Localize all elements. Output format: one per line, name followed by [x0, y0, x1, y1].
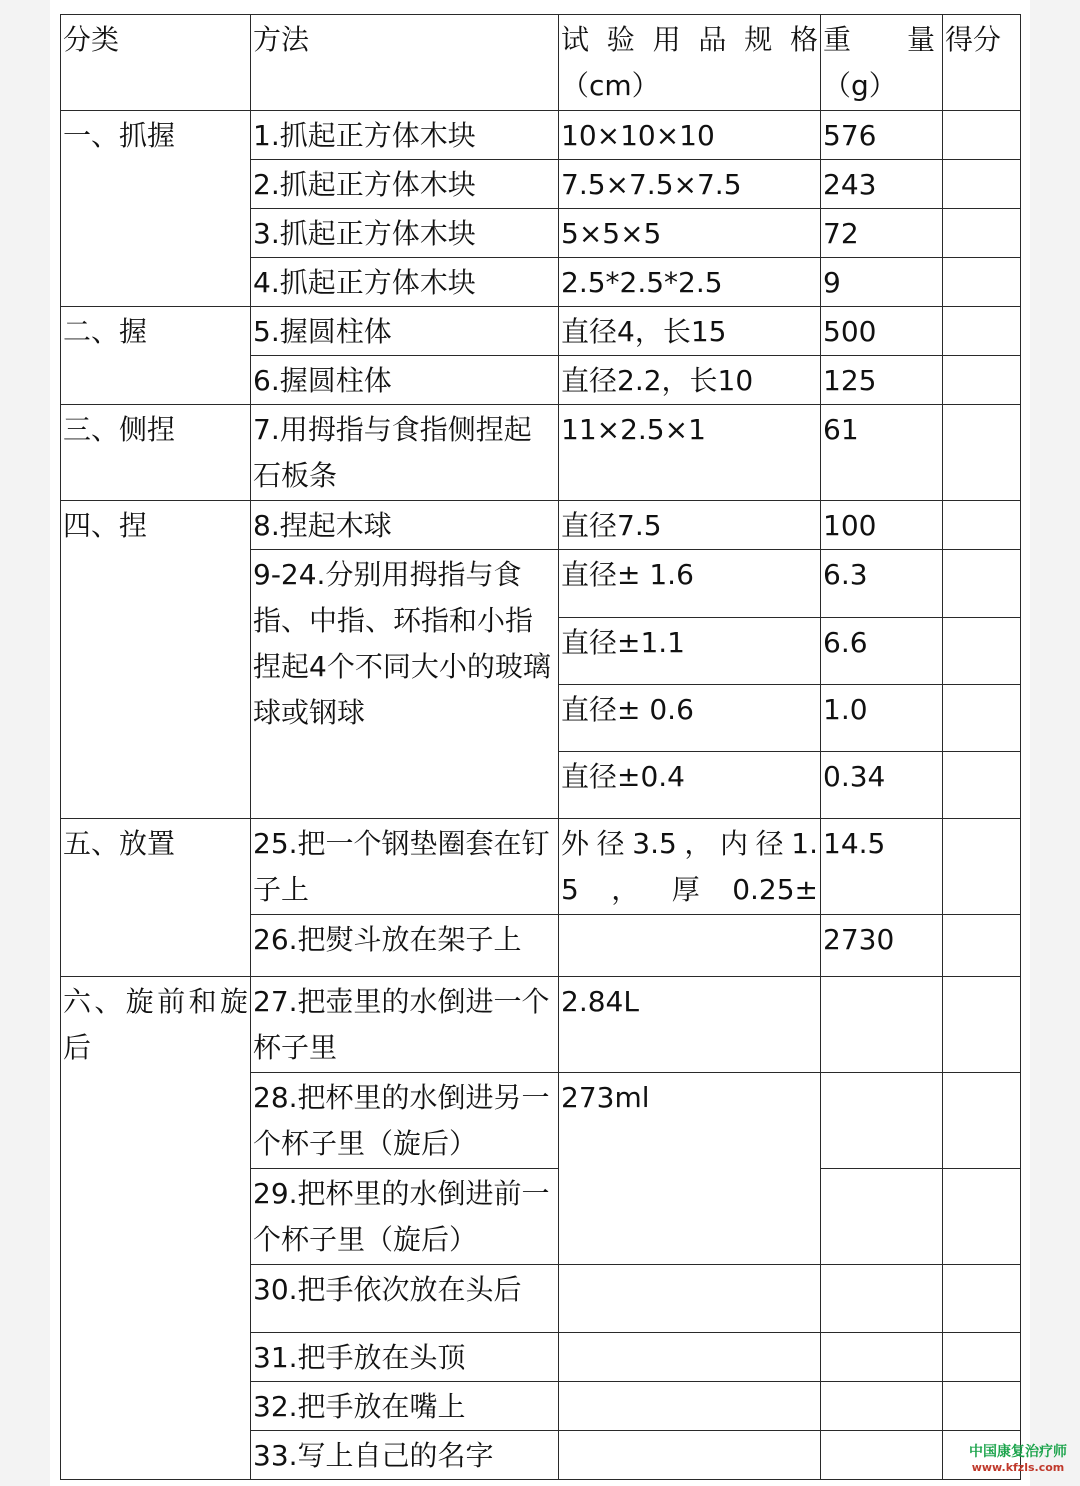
header-weight: [821, 15, 943, 111]
hand-function-test-table: [60, 14, 1021, 1480]
category-cell: 三、侧捏: [61, 405, 251, 501]
score-cell: [943, 356, 1021, 405]
spec-cell: 直径±0.4: [559, 752, 821, 819]
spec-cell: 直径± 1.6: [559, 550, 821, 618]
table-row: [61, 307, 1021, 356]
score-cell: [943, 915, 1021, 977]
method-cell: 26.把熨斗放在架子上: [251, 915, 559, 977]
header-category: 分类: [61, 15, 251, 111]
score-cell: [943, 550, 1021, 618]
spec-cell: 10×10×10: [559, 111, 821, 160]
header-spec-line2: （cm）: [561, 69, 660, 102]
score-cell: [943, 405, 1021, 501]
spec-cell: [559, 1431, 821, 1480]
weight-cell: [821, 1169, 943, 1265]
header-spec: [559, 15, 821, 111]
score-cell: [943, 1265, 1021, 1333]
header-score: 得分: [943, 15, 1021, 111]
weight-cell: [821, 1431, 943, 1480]
spec-cell: 273ml: [559, 1073, 821, 1265]
score-cell: [943, 1382, 1021, 1431]
spec-cell: [559, 1382, 821, 1431]
weight-cell: 72: [821, 209, 943, 258]
weight-cell: 14.5: [821, 819, 943, 915]
table-row: [61, 977, 1021, 1073]
watermark-site-name: 中国康复治疗师: [969, 1444, 1067, 1460]
weight-cell: [821, 977, 943, 1073]
method-cell: 9-24.分别用拇指与食指、中指、环指和小指捏起4个不同大小的玻璃球或钢球: [251, 550, 559, 819]
method-cell: 33.写上自己的名字: [251, 1431, 559, 1480]
weight-cell: [821, 1382, 943, 1431]
score-cell: [943, 819, 1021, 915]
category-cell: 一、抓握: [61, 111, 251, 307]
spec-cell: 11×2.5×1: [559, 405, 821, 501]
score-cell: [943, 1073, 1021, 1169]
weight-cell: [821, 1265, 943, 1333]
header-spec-line1: 试验用品规格: [561, 23, 818, 56]
header-method: 方法: [251, 15, 559, 111]
weight-cell: 2730: [821, 915, 943, 977]
site-watermark: [962, 1444, 1074, 1476]
method-cell: 30.把手依次放在头后: [251, 1265, 559, 1333]
weight-cell: 6.6: [821, 618, 943, 685]
method-cell: 7.用拇指与食指侧捏起石板条: [251, 405, 559, 501]
table-row: [61, 501, 1021, 550]
table-row: [61, 819, 1021, 915]
spec-cell: 直径± 0.6: [559, 685, 821, 752]
method-cell: 31.把手放在头顶: [251, 1333, 559, 1382]
score-cell: [943, 160, 1021, 209]
header-weight-line2: （g）: [823, 69, 897, 102]
weight-cell: 6.3: [821, 550, 943, 618]
weight-cell: 576: [821, 111, 943, 160]
weight-cell: 1.0: [821, 685, 943, 752]
score-cell: [943, 501, 1021, 550]
category-cell: 四、捏: [61, 501, 251, 819]
method-cell: 8.捏起木球: [251, 501, 559, 550]
method-cell: 32.把手放在嘴上: [251, 1382, 559, 1431]
header-weight-line1: 重 量: [823, 23, 936, 56]
header-row: [61, 15, 1021, 111]
weight-cell: [821, 1333, 943, 1382]
method-cell: 3.抓起正方体木块: [251, 209, 559, 258]
score-cell: [943, 685, 1021, 752]
weight-cell: 243: [821, 160, 943, 209]
category-cell: 六、旋前和旋后: [61, 977, 251, 1480]
weight-cell: 125: [821, 356, 943, 405]
spec-cell: [559, 1265, 821, 1333]
score-cell: [943, 977, 1021, 1073]
spec-cell: 直径7.5: [559, 501, 821, 550]
weight-cell: 0.34: [821, 752, 943, 819]
method-cell: 6.握圆柱体: [251, 356, 559, 405]
category-cell: 二、握: [61, 307, 251, 405]
score-cell: [943, 618, 1021, 685]
score-cell: [943, 752, 1021, 819]
spec-cell: 直径±1.1: [559, 618, 821, 685]
method-cell: 27.把壶里的水倒进一个杯子里: [251, 977, 559, 1073]
table-row: [61, 111, 1021, 160]
spec-cell: 外径3.5，内径1.5，厚0.25±: [559, 819, 821, 915]
method-cell: 1.抓起正方体木块: [251, 111, 559, 160]
score-cell: [943, 258, 1021, 307]
spec-cell: [559, 915, 821, 977]
category-cell: 五、放置: [61, 819, 251, 977]
spec-cell: [559, 1333, 821, 1382]
table-row: [61, 405, 1021, 501]
watermark-site-url: www.kfzls.com: [971, 1461, 1065, 1474]
method-cell: 29.把杯里的水倒进前一个杯子里（旋后）: [251, 1169, 559, 1265]
weight-cell: 61: [821, 405, 943, 501]
spec-cell: 直径4，长15: [559, 307, 821, 356]
spec-cell: 直径2.2，长10: [559, 356, 821, 405]
method-cell: 5.握圆柱体: [251, 307, 559, 356]
score-cell: [943, 1333, 1021, 1382]
weight-cell: 9: [821, 258, 943, 307]
weight-cell: 100: [821, 501, 943, 550]
score-cell: [943, 209, 1021, 258]
score-cell: [943, 307, 1021, 356]
method-cell: 25.把一个钢垫圈套在钉子上: [251, 819, 559, 915]
spec-cell: 2.5*2.5*2.5: [559, 258, 821, 307]
weight-cell: [821, 1073, 943, 1169]
method-cell: 28.把杯里的水倒进另一个杯子里（旋后）: [251, 1073, 559, 1169]
method-cell: 4.抓起正方体木块: [251, 258, 559, 307]
method-cell: 2.抓起正方体木块: [251, 160, 559, 209]
spec-cell: 7.5×7.5×7.5: [559, 160, 821, 209]
spec-cell: 2.84L: [559, 977, 821, 1073]
weight-cell: 500: [821, 307, 943, 356]
score-cell: [943, 1169, 1021, 1265]
spec-cell: 5×5×5: [559, 209, 821, 258]
score-cell: [943, 111, 1021, 160]
